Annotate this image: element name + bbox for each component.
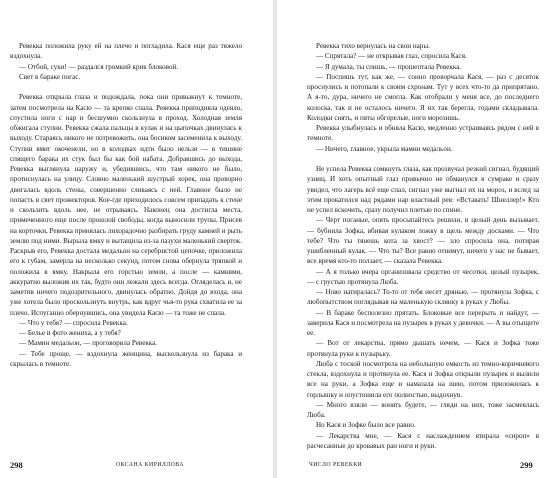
right-page-text	[307, 41, 539, 450]
paragraph: Ревекка положила руку ей на плечо и погладила. Кася еще раз тяжело вздохнула.	[10, 42, 242, 61]
right-page	[277, 0, 550, 478]
page-number-right: 299	[520, 460, 533, 470]
paragraph: — А я только вчера организовала средство от чесотки, целый пузырек, — с грустью протянула Люба.	[307, 267, 539, 286]
paragraph: — Черт поганые, опять просыпайтесь решили, и целый день вызывает, — бубнила Зофка, вбивая кулаком ложку в щель между досками. — Что тебе? Что ты тянешь кота за хвост? — зло спросила она, потирая ушибленный кулак. — Что ты? Все равно отнимут, ничего у нас не бывает, все время кто-то ползает, — сказала Ревекка.	[307, 216, 539, 266]
paragraph: Свет в бараке погас.	[19, 72, 81, 81]
paragraph: — Что у тебя? — спросила Ревекка.	[19, 318, 128, 327]
paragraph: Ревекка улыбнулась и обняла Касю, медленно устраиваясь рядом с ней в темноте.	[307, 124, 539, 143]
paragraph: — Ново натиралась? То-то от тебя несет дрянью, — протянула Зофка, с любопытством поглядывая на маленькую склянку в руках у Любы.	[307, 288, 539, 307]
page-number-left: 298	[10, 460, 23, 470]
left-page	[0, 0, 273, 478]
paragraph: — Лекарства мне, — Кася с наслаждением втирала «сироп» в расчесанные до кровавых ран ноги и руки.	[307, 431, 539, 450]
paragraph: — Спряталa? — не открывая глаз, спросила Кася.	[316, 52, 467, 61]
paragraph: Ревекка открыла глаза и подождала, пока они привыкнут к темноте, затем посмотрела на Касю — та крепко спала. Ревекка приподняла одеяло, спустила ноги с нар и бесшумно скользнула в проход. Холодная земля обжигала ступни. Ревекка сжала пальцы в кулак и на цыпочках двинулась к выходу. Стараясь никого не потревожить, она босиком засеменила к выходу. Ступни вмиг окоченели, но в колодках идти было нельзя — в тишине спящего барака их стук был бы как бой набата. Добравшись до выхода, Ревекка выглянула наружу и, убедившись, что там никого не было, протиснулась на улицу. Словно маленький шустрый хорек, она проворно двигалась вдоль стены, совершенно сливаясь с ней. Главное было не попасть в свет прожекторов. Кое-где приходилось совсем припадать к стене и скользить вдоль нее, не отрываясь. Наконец она достигла места, примеченного еще после прошлой свободы, когда выносили трупы. Присев на корточки, Ревекка принялась лихорадочно разбирать груду камней и рыть землю под ними. Вырыла ямку и вытащила из-за пазухи маленький сверток. Раскрыв его, Ревекка достала медальон на серебристой цепочке, приложила его к губам, замерла на несколько секунд, потом снова обернула тряпкой и положила в ямку. Накрыла его горстью земли, а после — камнями, аккуратно выложив их так, будто они лежали здесь всегда. Огляделась и, не заметив ничего подозрительного, двинулась обратно. Дойдя до входа, она уже хотела было проскользнуть внутрь, как вдруг чья-то рука схватила ее за плечо. Испуганно обернувшись, она увидела Касю — та тоже не спала.	[10, 93, 242, 317]
paragraph: — Белье и фото жениха, а у тебя?	[19, 329, 121, 337]
paragraph: — В бараке бесполезно прятать. Блоковые все перерыть и найдут, — заверила Кася и посмотрела на пузырек в руках у девочки. — А вы отыщите ее.	[307, 308, 539, 337]
paragraph: Люба с тоской посмотрела на небольшую емкость из темно-коричневого стекла, вздохнула и протянула ее. Кася и Зофка открыли пузырек и вылили все на руки, а Зофка еще и намазала на шею, потом приложилась к горлышку и опустошила его полностью, выдохнув.	[307, 359, 539, 399]
paragraph: Не успела Ревекка сомкнуть глаза, как прозвучал резкий сигнал, будящий узниц. И хоть опытный глаз привычно не обманулся в сумраке и сразу увидел, что лагерь всё еще спал, сигнал уже выгнал их на мороз, и вслед за этим прокатился над рядами нар властный рев: «Вставать! Шнеллер!» Кто не успел вскочить, сразу получил плетью по спине.	[307, 165, 539, 214]
running-head-author: ОКСАНА КИРИЛЛОВА	[116, 462, 184, 468]
paragraph: — Тебе проще, — вздохнула женщина, выскользнула из барака и скрылась в темноте.	[10, 349, 242, 368]
paragraph: — Отбой, суки! — раздался громкий крик блоковой.	[19, 62, 179, 71]
paragraph: Ревекка тихо вернулась на свои нары.	[316, 42, 430, 50]
running-head-title: ЧИСЛО РЕВЕККИ	[309, 462, 363, 468]
paragraph: — Я думала, ты спишь, — прошептала Ревекка.	[316, 62, 462, 71]
paragraph: — Поспишь тут, как же, — сонно проворчала Кася, — раз с десяток проснулись и потопали к своим схронам. Тут у всех что-то да припрятано. А я-то, дура, ничего не смогла. Как отобрали у меня все, до последнего колоска, так и не осталось ничего. Я их так берегла, годами складывала. Колодки снять, и пяты обгорелые, ноги морозишь.	[307, 72, 539, 122]
left-page-text	[10, 41, 242, 441]
paragraph: Но Кася и Зофке было все равно.	[316, 421, 416, 430]
paragraph: — Ничего, главное, укрыла мамин медальон.	[316, 144, 453, 153]
paragraph: — Вот от лекарства, прямо дышать нечем, — Кася и Зофка тоже протянула руки к пузырьку.	[307, 339, 539, 358]
paragraph: — Много взяли — вонять будете, — гляди на них, тоже засмеялась Люба.	[307, 400, 539, 419]
paragraph: — Мамин медальон, — проговорила Ревекка.	[19, 339, 158, 348]
